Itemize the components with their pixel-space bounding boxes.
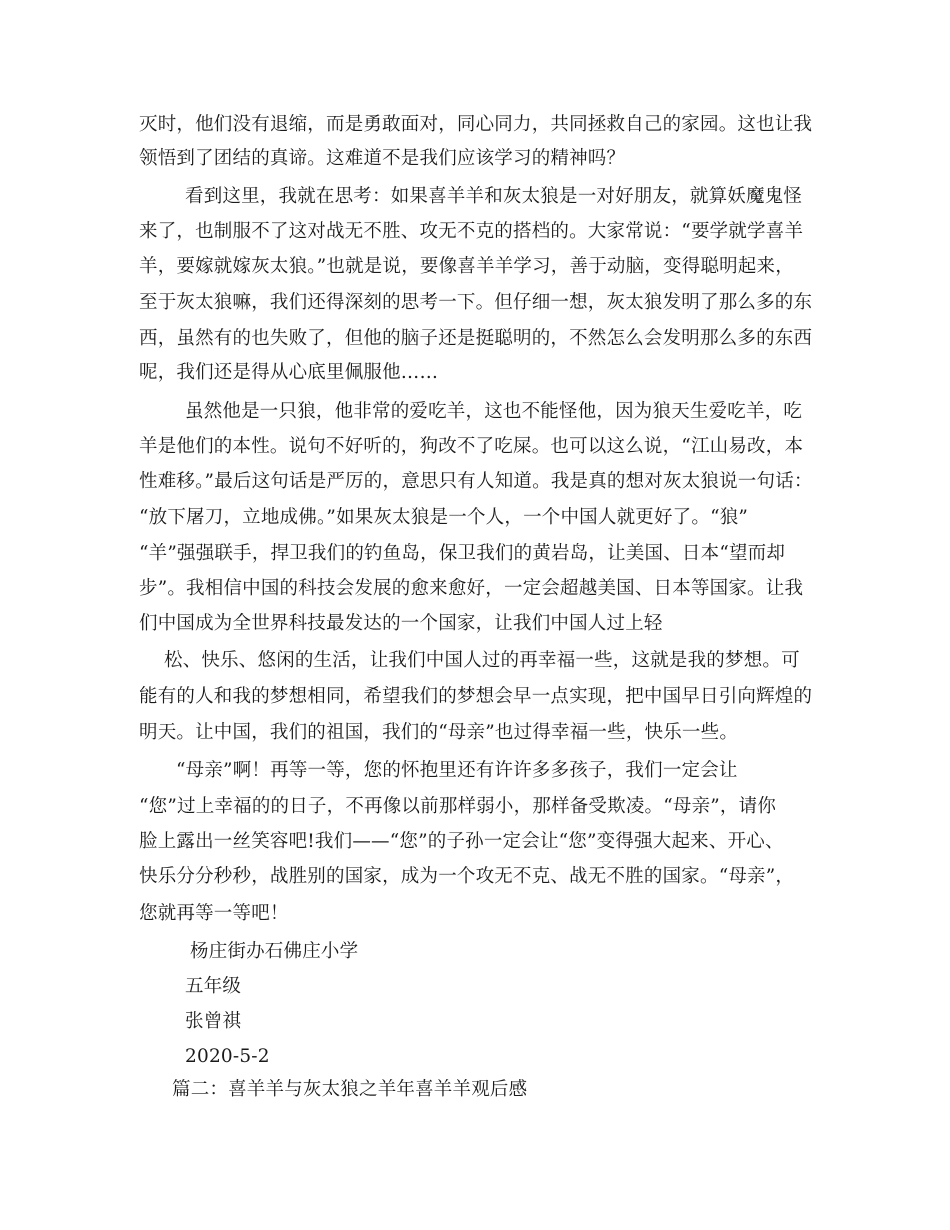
text-line: 虽然他是一只狼，他非常的爱吃羊，这也不能怪他，因为狼天生爱吃羊，吃 [185,401,803,422]
school-name: 杨庄街办石佛庄小学 [190,941,359,962]
text-line: “羊”强强联手，捍卫我们的钓鱼岛，保卫我们的黄岩岛，让美国、日本“望而却 [139,543,786,564]
text-line: 性难移。”最后这句话是严厉的，意思只有人知道。我是真的想对灰太狼说一句话： [139,471,813,492]
text-line: 至于灰太狼嘛，我们还得深刻的思考一下。但仔细一想，灰太狼发明了那么多的东 [139,292,813,313]
text-line: 看到这里，我就在思考：如果喜羊羊和灰太狼是一对好朋友，就算妖魔鬼怪 [185,186,803,207]
date: 2020-5-2 [185,1046,270,1067]
text-line: 松、快乐、悠闲的生活，让我们中国人过的再幸福一些，这就是我的梦想。可 [164,650,800,671]
text-line: “放下屠刀，立地成佛。”如果灰太狼是一个人，一个中国人就更好了。“狼” [139,507,749,528]
text-line: 灭时，他们没有退缩，而是勇敢面对，同心同力，共同拯救自己的家园。这也让我 [139,114,813,135]
text-line: 来了，也制服不了这对战无不胜、攻无不克的搭档的。大家常说：“要学就学喜羊 [139,221,804,242]
text-line: 呢，我们还是得从心底里佩服他…… [139,362,439,383]
text-line: 们中国成为全世界科技最发达的一个国家，让我们中国人过上轻 [139,613,663,634]
text-line: 能有的人和我的梦想相同，希望我们的梦想会早一点实现，把中国早日引向辉煌的 [139,686,813,707]
text-line: 您就再等一等吧！ [139,903,289,924]
text-line: 脸上露出一丝笑容吧!我们——“您”的子孙一定会让“您”变得强大起来、开心、 [139,831,784,852]
section-heading: 篇二：喜羊羊与灰太狼之羊年喜羊羊观后感 [172,1079,528,1100]
text-line: 快乐分分秒秒，战胜别的国家，成为一个攻无不克、战无不胜的国家。“母亲”， [139,866,795,887]
text-line: 明天。让中国，我们的祖国，我们的“母亲”也过得幸福一些，快乐一些。 [139,722,739,743]
text-line: 领悟到了团结的真谛。这难道不是我们应该学习的精神吗？ [139,148,626,169]
author-name: 张曾祺 [185,1011,242,1032]
grade: 五年级 [185,976,242,997]
text-line: 羊是他们的本性。说句不好听的，狗改不了吃屎。也可以这么说，“江山易改，本 [139,436,804,457]
text-line: “母亲”啊！再等一等，您的怀抱里还有许许多多孩子，我们一定会让 [176,760,738,781]
text-line: 西，虽然有的也失败了，但他的脑子还是挺聪明的，不然怎么会发明那么多的东西 [139,328,813,349]
text-line: 羊，要嫁就嫁灰太狼。”也就是说，要像喜羊羊学习，善于动脑，变得聪明起来， [139,256,794,277]
text-line: 步”。我相信中国的科技会发展的愈来愈好，一定会超越美国、日本等国家。让我 [139,578,804,599]
text-line: “您”过上幸福的的日子，不再像以前那样弱小，那样备受欺凌。“母亲”，请你 [139,796,777,817]
